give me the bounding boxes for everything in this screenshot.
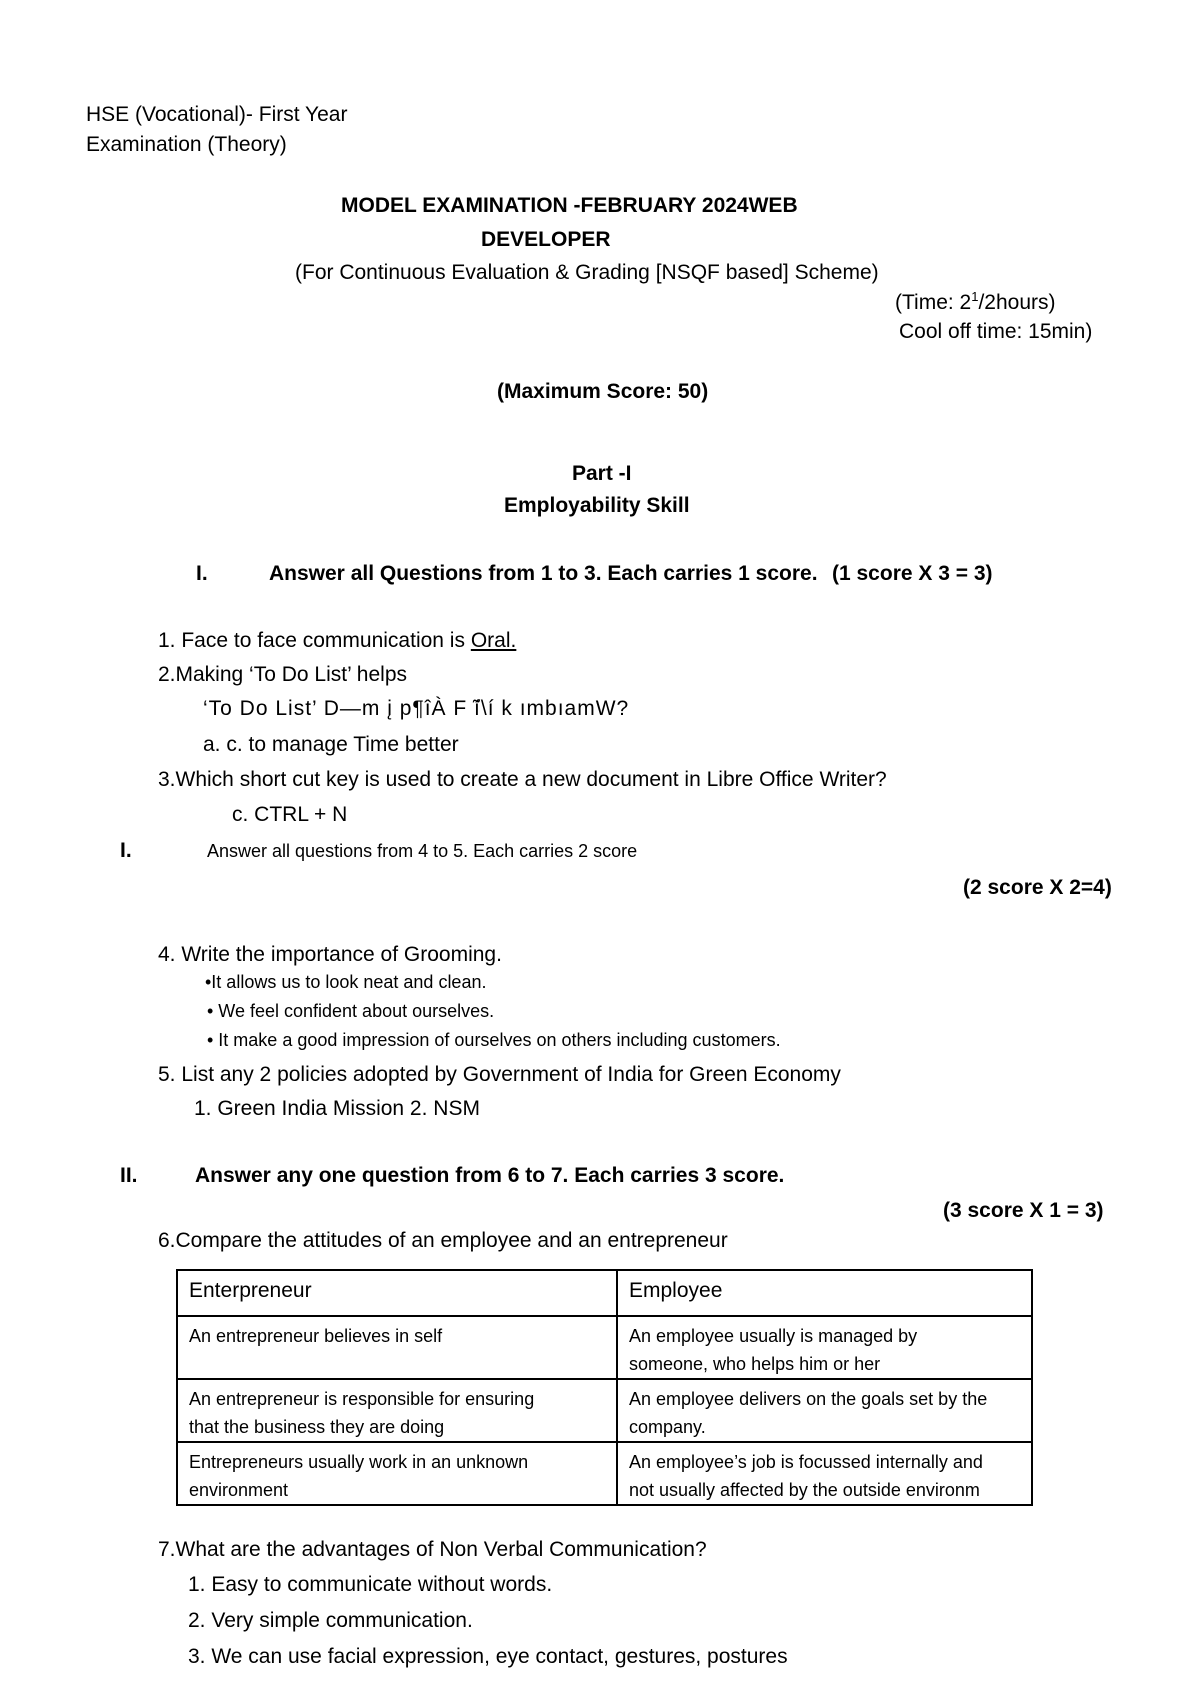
table-cell: An employee usually is managed by someone, who helps him or her [617, 1316, 1032, 1379]
question-5: 5. List any 2 policies adopted by Government of India for Green Economy [158, 1063, 841, 1086]
question-3-answer: c. CTRL + N [232, 803, 348, 826]
part-label: Part -I [572, 462, 632, 485]
question-3: 3.Which short cut key is used to create a new document in Libre Office Writer? [158, 768, 887, 791]
question-5-answer: 1. Green India Mission 2. NSM [194, 1097, 480, 1120]
question-4-point-1: •It allows us to look neat and clean. [205, 972, 487, 992]
section-1-numeral: I. [196, 562, 208, 585]
header-line-2: Examination (Theory) [86, 133, 287, 156]
table-cell: An employee’s job is focussed internally and not usually affected by the outside environm [617, 1442, 1032, 1505]
table-header-row [177, 1270, 1032, 1316]
part-subject: Employability Skill [504, 494, 690, 517]
table-row [177, 1442, 1032, 1505]
section-1-instruction: Answer all Questions from 1 to 3. Each carries 1 score. [269, 562, 818, 585]
table-cell: Entrepreneurs usually work in an unknown environment [177, 1442, 617, 1505]
comparison-table [176, 1269, 1033, 1506]
table-header-employee: Employee [617, 1270, 1032, 1316]
question-7: 7.What are the advantages of Non Verbal Communication? [158, 1538, 707, 1561]
question-4: 4. Write the importance of Grooming. [158, 943, 502, 966]
question-7-point-2: 2. Very simple communication. [188, 1609, 473, 1632]
exam-title-line-2: DEVELOPER [481, 228, 611, 251]
table-cell: An entrepreneur is responsible for ensuring that the business they are doing [177, 1379, 617, 1442]
question-7-point-1: 1. Easy to communicate without words. [188, 1573, 553, 1596]
question-1: 1. Face to face communication is Oral. [158, 629, 517, 652]
exam-title: MODEL EXAMINATION -FEBRUARY 2024WEB [341, 194, 798, 217]
table-row [177, 1379, 1032, 1442]
max-score: (Maximum Score: 50) [497, 380, 709, 403]
section-2-marks: (2 score X 2=4) [963, 876, 1112, 899]
cool-off-time: Cool off time: 15min) [899, 320, 1093, 343]
section-3-numeral: II. [120, 1164, 138, 1187]
question-6: 6.Compare the attitudes of an employee and an entrepreneur [158, 1229, 728, 1252]
section-1-marks: (1 score X 3 = 3) [832, 562, 993, 585]
section-3-instruction: Answer any one question from 6 to 7. Each carries 3 score. [195, 1164, 785, 1187]
question-2-answer: a. c. to manage Time better [203, 733, 459, 756]
table-header-entrepreneur: Enterpreneur [177, 1270, 617, 1316]
question-2-translation: ‘To Do List’ D—m į p¶îÀ F ̃í\í k ımbıamW? [203, 697, 630, 720]
header-line-1: HSE (Vocational)- First Year [86, 103, 348, 126]
table-row [177, 1316, 1032, 1379]
table-cell: An employee delivers on the goals set by the company. [617, 1379, 1032, 1442]
question-4-point-2: • We feel confident about ourselves. [207, 1001, 495, 1021]
question-7-point-3: 3. We can use facial expression, eye contact, gestures, postures [188, 1645, 788, 1668]
time-text: (Time: $2^1/2hours$) [895, 289, 1056, 314]
question-4-point-3: • It make a good impression of ourselves on others including customers. [207, 1030, 781, 1050]
section-2-instruction: Answer all questions from 4 to 5. Each carries 2 score [207, 841, 638, 861]
section-3-marks: (3 score X 1 = 3) [943, 1199, 1104, 1222]
scheme-text: (For Continuous Evaluation & Grading [NSQF based] Scheme) [295, 261, 879, 284]
section-2-numeral: I. [120, 839, 132, 862]
table-cell: An entrepreneur believes in self [177, 1316, 617, 1379]
question-2: 2.Making ‘To Do List’ helps [158, 663, 408, 686]
question-1-answer: Oral. [470, 629, 517, 652]
